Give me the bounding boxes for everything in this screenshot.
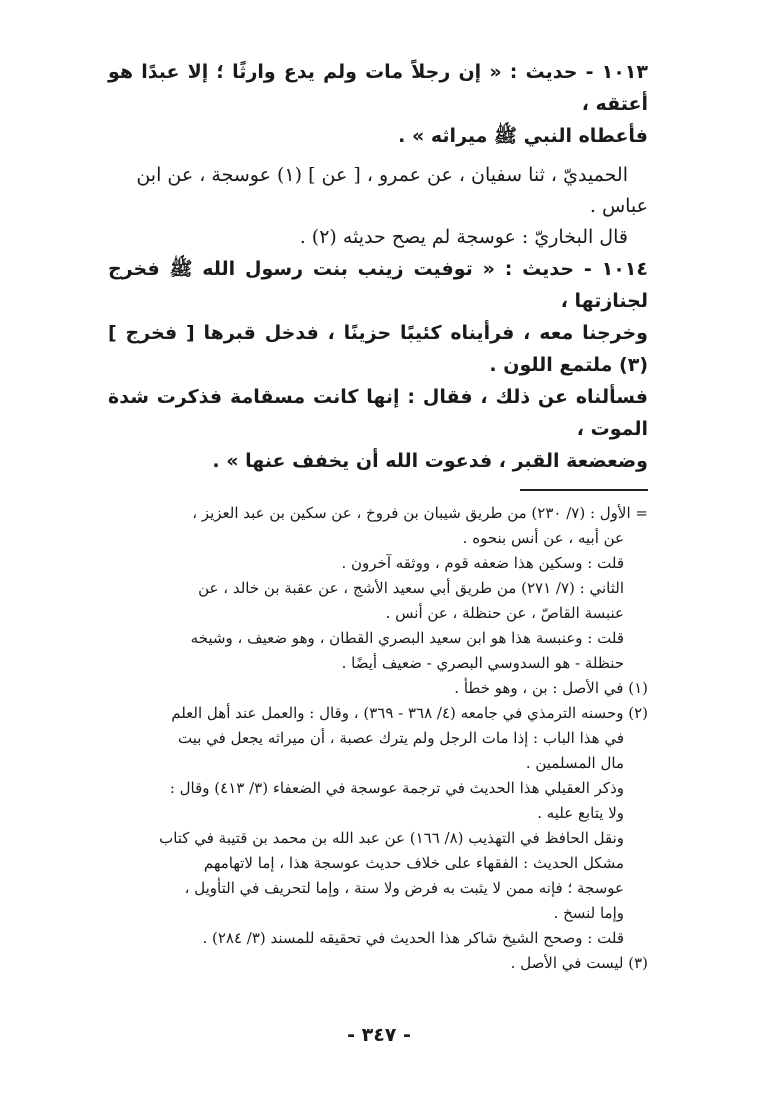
main-text <box>108 56 648 477</box>
hadith-1014-line-2: وخرجنا معه ، فرأيناه كئيبًا حزينًا ، فدخل قبرها [ فخرج ] (٣) ملتمع اللون . <box>108 322 648 376</box>
footnote-2-line: ونقل الحافظ في التهذيب (٨/ ١٦٦) عن عبد الله بن محمد بن قتيبة في كتاب <box>159 829 624 847</box>
footnote-2-line: عوسجة ؛ فإنه ممن لا يثبت به فرض ولا سنة ، وإما لتحريف في التأويل ، <box>184 879 624 897</box>
hadith-1014-line-4: وضعضعة القبر ، فدعوت الله أن يخفف عنها » . <box>212 450 648 472</box>
footnote-2-line: مال المسلمين . <box>525 754 624 772</box>
isnad-1013-line-2: عباس . <box>589 195 648 217</box>
footnote-continuation-line: عنبسة القاصّ ، عن حنظلة ، عن أنس . <box>385 604 624 622</box>
footnote-2-line: قلت : وصحح الشيخ شاكر هذا الحديث في تحقيقه للمسند (٣/ ٢٨٤) . <box>202 929 624 947</box>
footnote-1: (١) في الأصل : بن ، وهو خطأ . <box>454 679 648 697</box>
footnote-2-line: ولا يتابع عليه . <box>537 804 624 822</box>
footnote-2: (٢) وحسنه الترمذي في جامعه (٤/ ٣٦٨ - ٣٦٩) ، وقال : والعمل عند أهل العلم <box>171 704 648 722</box>
footnote-continuation-line: = الأول : (٧/ ٢٣٠) من طريق شيبان بن فروخ ، عن سكين بن عبد العزيز ، <box>192 504 648 522</box>
bukhari-note: قال البخاريّ : عوسجة لم يصح حديثه (٢) . <box>299 226 628 248</box>
footnote-3: (٣) ليست في الأصل . <box>510 954 648 972</box>
hadith-1014-line-1: ١٠١٤ - حديث : « توفيت زينب بنت رسول الله ﷺ فخرج لجنازتها ، <box>108 258 648 312</box>
footnote-2-line: مشكل الحديث : الفقهاء على خلاف حديث عوسجة هذا ، إما لاتهامهم <box>203 854 624 872</box>
footnote-continuation-line: قلت : وسكين هذا ضعفه قوم ، ووثقه آخرون . <box>341 554 624 572</box>
footnotes <box>108 501 648 976</box>
book-page <box>108 56 648 1071</box>
hadith-1014-line-3: فسألناه عن ذلك ، فقال : إنها كانت مسقامة فذكرت شدة الموت ، <box>108 386 648 440</box>
footnote-continuation-line: قلت : وعنبسة هذا هو ابن سعيد البصري القطان ، وهو ضعيف ، وشيخه <box>190 629 624 647</box>
hadith-1013-line-1: ١٠١٣ - حديث : « إن رجلاً مات ولم يدع وارثًا ؛ إلا عبدًا هو أعتقه ، <box>108 61 648 115</box>
hadith-1013-line-2: فأعطاه النبي ﷺ ميراثه » . <box>398 125 648 147</box>
footnote-continuation-line: الثاني : (٧/ ٢٧١) من طريق أبي سعيد الأشج ، عن عقبة بن خالد ، عن <box>198 579 624 597</box>
footnote-continuation-line: حنظلة - هو السدوسي البصري - ضعيف أيضًا . <box>341 654 624 672</box>
isnad-1013-line-1: الحميديّ ، ثنا سفيان ، عن عمرو ، [ عن ] (١) عوسجة ، عن ابن <box>136 164 628 186</box>
footnote-divider <box>520 489 648 491</box>
page-number: - ٣٤٧ - <box>347 1024 411 1046</box>
footnote-2-line: وذكر العقيلي هذا الحديث في ترجمة عوسجة في الضعفاء (٣/ ٤١٣) وقال : <box>169 779 624 797</box>
footnote-2-line: في هذا الباب : إذا مات الرجل ولم يترك عصبة ، أن ميراثه يجعل في بيت <box>177 729 624 747</box>
footnote-2-line: وإما لنسخ . <box>553 904 624 922</box>
footnote-continuation-line: عن أبيه ، عن أنس بنحوه . <box>462 529 624 547</box>
